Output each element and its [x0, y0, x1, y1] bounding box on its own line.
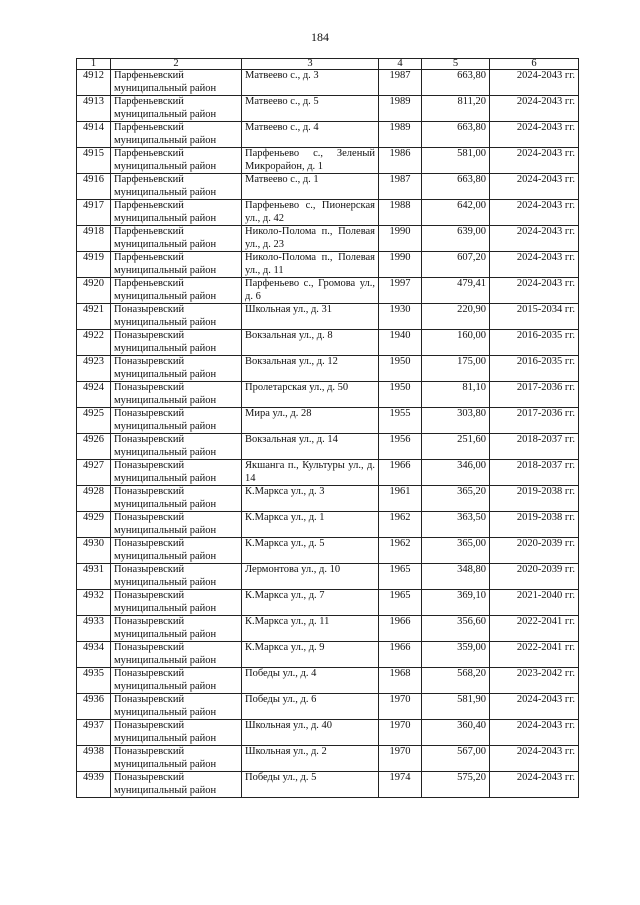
- cell-district: Поназыревский муниципальный район: [111, 564, 242, 590]
- cell-number: 4928: [77, 486, 111, 512]
- cell-period: 2024-2043 гг.: [490, 694, 579, 720]
- cell-number: 4930: [77, 538, 111, 564]
- cell-period: 2024-2043 гг.: [490, 720, 579, 746]
- page-number: 184: [311, 30, 329, 44]
- cell-area: 363,50: [422, 512, 490, 538]
- cell-district: Поназыревский муниципальный район: [111, 330, 242, 356]
- cell-year: 1962: [379, 538, 422, 564]
- cell-address: Парфеньево с., Зеленый Микрорайон, д. 1: [242, 148, 379, 174]
- table-row: [77, 122, 579, 148]
- table-row: [77, 616, 579, 642]
- cell-period: 2020-2039 гг.: [490, 564, 579, 590]
- table-row: [77, 226, 579, 252]
- cell-address: К.Маркса ул., д. 1: [242, 512, 379, 538]
- cell-address: К.Маркса ул., д. 7: [242, 590, 379, 616]
- cell-year: 1970: [379, 694, 422, 720]
- cell-district: Поназыревский муниципальный район: [111, 616, 242, 642]
- cell-period: 2024-2043 гг.: [490, 772, 579, 798]
- table-row: [77, 278, 579, 304]
- cell-year: 1940: [379, 330, 422, 356]
- cell-district: Парфеньевский муниципальный район: [111, 70, 242, 96]
- cell-area: 663,80: [422, 122, 490, 148]
- cell-number: 4935: [77, 668, 111, 694]
- cell-year: 1970: [379, 746, 422, 772]
- cell-district: Поназыревский муниципальный район: [111, 382, 242, 408]
- table-row: [77, 408, 579, 434]
- cell-area: 160,00: [422, 330, 490, 356]
- cell-address: Школьная ул., д. 2: [242, 746, 379, 772]
- cell-period: 2024-2043 гг.: [490, 122, 579, 148]
- cell-number: 4925: [77, 408, 111, 434]
- cell-address: К.Маркса ул., д. 5: [242, 538, 379, 564]
- cell-address: Вокзальная ул., д. 12: [242, 356, 379, 382]
- column-number-row: [77, 59, 579, 70]
- table-row: [77, 304, 579, 330]
- cell-address: К.Маркса ул., д. 11: [242, 616, 379, 642]
- cell-year: 1966: [379, 642, 422, 668]
- cell-district: Поназыревский муниципальный район: [111, 772, 242, 798]
- cell-area: 642,00: [422, 200, 490, 226]
- cell-area: 639,00: [422, 226, 490, 252]
- cell-year: 1970: [379, 720, 422, 746]
- cell-number: 4934: [77, 642, 111, 668]
- cell-period: 2020-2039 гг.: [490, 538, 579, 564]
- cell-number: 4938: [77, 746, 111, 772]
- cell-period: 2024-2043 гг.: [490, 70, 579, 96]
- cell-address: Пролетарская ул., д. 50: [242, 382, 379, 408]
- cell-district: Поназыревский муниципальный район: [111, 512, 242, 538]
- cell-district: Парфеньевский муниципальный район: [111, 122, 242, 148]
- cell-period: 2024-2043 гг.: [490, 252, 579, 278]
- cell-number: 4912: [77, 70, 111, 96]
- cell-district: Парфеньевский муниципальный район: [111, 148, 242, 174]
- cell-number: 4924: [77, 382, 111, 408]
- cell-area: 567,00: [422, 746, 490, 772]
- cell-year: 1930: [379, 304, 422, 330]
- cell-address: Парфеньево с., Пионерская ул., д. 42: [242, 200, 379, 226]
- cell-year: 1961: [379, 486, 422, 512]
- cell-address: Матвеево с., д. 1: [242, 174, 379, 200]
- cell-address: Николо-Полома п., Полевая ул., д. 11: [242, 252, 379, 278]
- cell-number: 4917: [77, 200, 111, 226]
- cell-address: Победы ул., д. 5: [242, 772, 379, 798]
- cell-year: 1956: [379, 434, 422, 460]
- cell-area: 359,00: [422, 642, 490, 668]
- cell-district: Поназыревский муниципальный район: [111, 694, 242, 720]
- table-row: [77, 512, 579, 538]
- cell-period: 2024-2043 гг.: [490, 148, 579, 174]
- cell-district: Парфеньевский муниципальный район: [111, 96, 242, 122]
- cell-district: Парфеньевский муниципальный район: [111, 200, 242, 226]
- table-row: [77, 70, 579, 96]
- table-row: [77, 590, 579, 616]
- cell-area: 220,90: [422, 304, 490, 330]
- cell-year: 1966: [379, 460, 422, 486]
- cell-district: Поназыревский муниципальный район: [111, 356, 242, 382]
- cell-area: 365,00: [422, 538, 490, 564]
- cell-period: 2021-2040 гг.: [490, 590, 579, 616]
- cell-number: 4922: [77, 330, 111, 356]
- table-row: [77, 538, 579, 564]
- column-header: 6: [490, 59, 579, 70]
- cell-area: 360,40: [422, 720, 490, 746]
- cell-period: 2018-2037 гг.: [490, 434, 579, 460]
- cell-year: 1990: [379, 252, 422, 278]
- cell-year: 1965: [379, 590, 422, 616]
- cell-address: К.Маркса ул., д. 3: [242, 486, 379, 512]
- cell-address: Школьная ул., д. 31: [242, 304, 379, 330]
- cell-area: 607,20: [422, 252, 490, 278]
- cell-year: 1989: [379, 96, 422, 122]
- cell-number: 4933: [77, 616, 111, 642]
- cell-district: Поназыревский муниципальный район: [111, 668, 242, 694]
- cell-year: 1966: [379, 616, 422, 642]
- cell-period: 2022-2041 гг.: [490, 616, 579, 642]
- cell-district: Поназыревский муниципальный район: [111, 590, 242, 616]
- cell-year: 1997: [379, 278, 422, 304]
- cell-number: 4923: [77, 356, 111, 382]
- cell-number: 4937: [77, 720, 111, 746]
- cell-district: Парфеньевский муниципальный район: [111, 174, 242, 200]
- table-row: [77, 148, 579, 174]
- cell-district: Поназыревский муниципальный район: [111, 720, 242, 746]
- cell-period: 2019-2038 гг.: [490, 486, 579, 512]
- table-row: [77, 382, 579, 408]
- cell-year: 1989: [379, 122, 422, 148]
- table-row: [77, 356, 579, 382]
- table-body: [77, 70, 579, 798]
- cell-number: 4915: [77, 148, 111, 174]
- cell-number: 4932: [77, 590, 111, 616]
- cell-district: Поназыревский муниципальный район: [111, 486, 242, 512]
- cell-period: 2024-2043 гг.: [490, 226, 579, 252]
- cell-period: 2017-2036 гг.: [490, 382, 579, 408]
- cell-year: 1974: [379, 772, 422, 798]
- cell-area: 811,20: [422, 96, 490, 122]
- cell-area: 346,00: [422, 460, 490, 486]
- cell-area: 348,80: [422, 564, 490, 590]
- cell-address: Мира ул., д. 28: [242, 408, 379, 434]
- table-row: [77, 720, 579, 746]
- table-row: [77, 252, 579, 278]
- cell-number: 4920: [77, 278, 111, 304]
- cell-year: 1988: [379, 200, 422, 226]
- cell-year: 1986: [379, 148, 422, 174]
- cell-address: Вокзальная ул., д. 14: [242, 434, 379, 460]
- cell-district: Поназыревский муниципальный район: [111, 642, 242, 668]
- cell-period: 2024-2043 гг.: [490, 96, 579, 122]
- cell-area: 365,20: [422, 486, 490, 512]
- cell-year: 1955: [379, 408, 422, 434]
- cell-district: Поназыревский муниципальный район: [111, 304, 242, 330]
- table-row: [77, 746, 579, 772]
- column-header: 2: [111, 59, 242, 70]
- cell-period: 2016-2035 гг.: [490, 356, 579, 382]
- cell-district: Парфеньевский муниципальный район: [111, 278, 242, 304]
- cell-year: 1987: [379, 174, 422, 200]
- cell-number: 4936: [77, 694, 111, 720]
- cell-area: 251,60: [422, 434, 490, 460]
- cell-period: 2024-2043 гг.: [490, 200, 579, 226]
- table-row: [77, 460, 579, 486]
- cell-period: 2016-2035 гг.: [490, 330, 579, 356]
- column-header: 3: [242, 59, 379, 70]
- table-row: [77, 434, 579, 460]
- table-row: [77, 642, 579, 668]
- table-row: [77, 772, 579, 798]
- cell-number: 4916: [77, 174, 111, 200]
- cell-number: 4939: [77, 772, 111, 798]
- cell-area: 663,80: [422, 70, 490, 96]
- cell-number: 4929: [77, 512, 111, 538]
- cell-area: 369,10: [422, 590, 490, 616]
- cell-number: 4918: [77, 226, 111, 252]
- cell-number: 4926: [77, 434, 111, 460]
- table-row: [77, 200, 579, 226]
- cell-year: 1965: [379, 564, 422, 590]
- cell-year: 1987: [379, 70, 422, 96]
- cell-period: 2023-2042 гг.: [490, 668, 579, 694]
- cell-year: 1950: [379, 356, 422, 382]
- table-row: [77, 96, 579, 122]
- column-header: 5: [422, 59, 490, 70]
- table-row: [77, 694, 579, 720]
- cell-district: Поназыревский муниципальный район: [111, 434, 242, 460]
- cell-address: Матвеево с., д. 3: [242, 70, 379, 96]
- cell-district: Поназыревский муниципальный район: [111, 460, 242, 486]
- cell-address: Победы ул., д. 4: [242, 668, 379, 694]
- cell-address: К.Маркса ул., д. 9: [242, 642, 379, 668]
- cell-area: 575,20: [422, 772, 490, 798]
- cell-address: Парфеньево с., Громова ул., д. 6: [242, 278, 379, 304]
- cell-year: 1950: [379, 382, 422, 408]
- table-row: [77, 486, 579, 512]
- cell-district: Поназыревский муниципальный район: [111, 538, 242, 564]
- table-row: [77, 330, 579, 356]
- cell-area: 303,80: [422, 408, 490, 434]
- cell-address: Матвеево с., д. 4: [242, 122, 379, 148]
- cell-period: 2022-2041 гг.: [490, 642, 579, 668]
- cell-number: 4927: [77, 460, 111, 486]
- cell-number: 4921: [77, 304, 111, 330]
- cell-address: Лермонтова ул., д. 10: [242, 564, 379, 590]
- cell-period: 2024-2043 гг.: [490, 174, 579, 200]
- cell-period: 2017-2036 гг.: [490, 408, 579, 434]
- cell-area: 81,10: [422, 382, 490, 408]
- cell-area: 479,41: [422, 278, 490, 304]
- cell-period: 2015-2034 гг.: [490, 304, 579, 330]
- cell-address: Николо-Полома п., Полевая ул., д. 23: [242, 226, 379, 252]
- cell-area: 175,00: [422, 356, 490, 382]
- cell-number: 4931: [77, 564, 111, 590]
- cell-period: 2024-2043 гг.: [490, 746, 579, 772]
- cell-area: 356,60: [422, 616, 490, 642]
- cell-number: 4919: [77, 252, 111, 278]
- cell-number: 4914: [77, 122, 111, 148]
- cell-year: 1990: [379, 226, 422, 252]
- cell-year: 1962: [379, 512, 422, 538]
- cell-district: Поназыревский муниципальный район: [111, 746, 242, 772]
- cell-address: Якшанга п., Культуры ул., д. 14: [242, 460, 379, 486]
- column-header: 1: [77, 59, 111, 70]
- housing-registry-table: [76, 58, 579, 798]
- cell-address: Вокзальная ул., д. 8: [242, 330, 379, 356]
- cell-district: Парфеньевский муниципальный район: [111, 252, 242, 278]
- cell-year: 1968: [379, 668, 422, 694]
- cell-area: 581,90: [422, 694, 490, 720]
- cell-district: Поназыревский муниципальный район: [111, 408, 242, 434]
- column-header: 4: [379, 59, 422, 70]
- cell-address: Школьная ул., д. 40: [242, 720, 379, 746]
- cell-period: 2019-2038 гг.: [490, 512, 579, 538]
- cell-address: Победы ул., д. 6: [242, 694, 379, 720]
- cell-period: 2018-2037 гг.: [490, 460, 579, 486]
- cell-area: 663,80: [422, 174, 490, 200]
- cell-area: 568,20: [422, 668, 490, 694]
- table-row: [77, 564, 579, 590]
- cell-area: 581,00: [422, 148, 490, 174]
- cell-address: Матвеево с., д. 5: [242, 96, 379, 122]
- table-row: [77, 174, 579, 200]
- table-row: [77, 668, 579, 694]
- cell-period: 2024-2043 гг.: [490, 278, 579, 304]
- cell-district: Парфеньевский муниципальный район: [111, 226, 242, 252]
- cell-number: 4913: [77, 96, 111, 122]
